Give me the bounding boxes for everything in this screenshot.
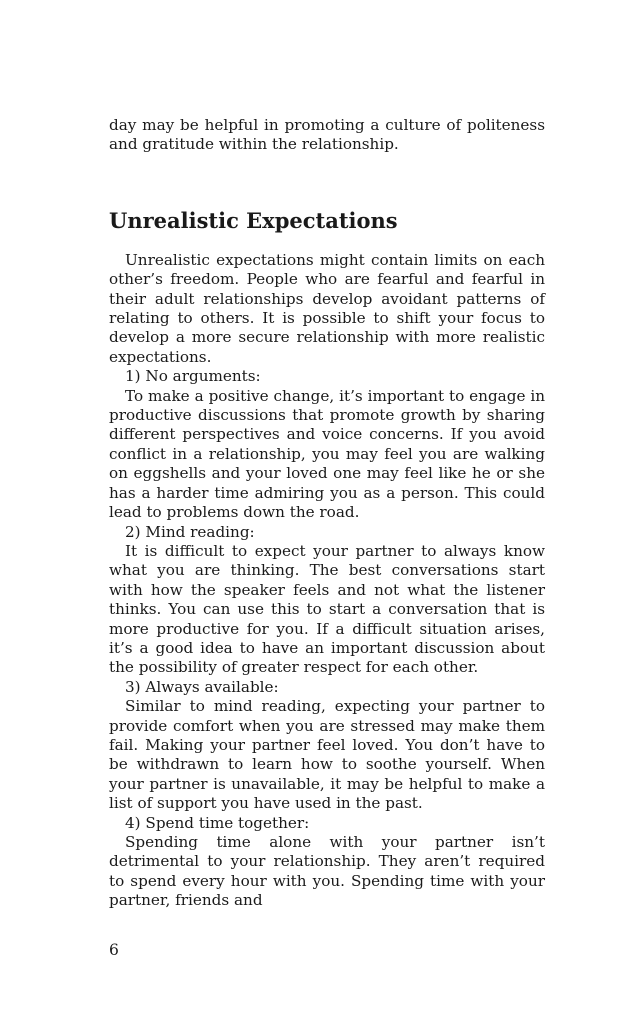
list-item-heading-2: 2) Mind reading:: [125, 522, 255, 541]
paragraph-no-arguments: To make a positive change, it’s important to engage in productive discussions that promote growth by sharing different perspectives and voice concerns. If you avoid conflict in a relationship, you may feel you are walking on eggshells and your loved one may feel like he or she has a harder time admiring you as a person. This could lead to problems down the road.: [109, 386, 545, 522]
list-item-heading-3: 3) Always available:: [125, 677, 279, 696]
list-item-heading-1: 1) No arguments:: [125, 367, 261, 386]
list-item-heading-4: 4) Spend time together:: [125, 813, 310, 832]
page-content: [109, 116, 545, 911]
paragraph-mind-reading: It is difficult to expect your partner to always know what you are thinking. The best conversations start with how the speaker feels and not what the listener thinks. You can use this to start a conversation that is more productive for you. If a difficult situation arises, it’s a good idea to have an important discussion about the possibility of greater respect for each other.: [109, 541, 545, 677]
page-number: 6: [109, 941, 119, 959]
paragraph-always-available: Similar to mind reading, expecting your partner to provide comfort when you are stressed may make them fail. Making your partner feel loved. You don’t have to be withdrawn to learn how to soothe yourself. When your partner is unavailable, it may be helpful to make a list of support you have used in the past.: [109, 697, 545, 813]
paragraph-intro: Unrealistic expectations might contain limits on each other’s freedom. People who are fearful and fearful in their adult relationships develop avoidant patterns of relating to others. It is possible to shift your focus to develop a more secure relationship with more realistic expectations.: [109, 250, 545, 366]
intro-paragraph: day may be helpful in promoting a culture of politeness and gratitude within the relationship.: [109, 116, 545, 154]
paragraph-spend-time: Spending time alone with your partner isn’t detrimental to your relationship. They aren’t required to spend every hour with you. Spending time with your partner, friends and: [109, 833, 545, 910]
section-heading: Unrealistic Expectations: [109, 207, 398, 233]
section-body: [109, 251, 545, 911]
intro-block: [109, 116, 545, 155]
